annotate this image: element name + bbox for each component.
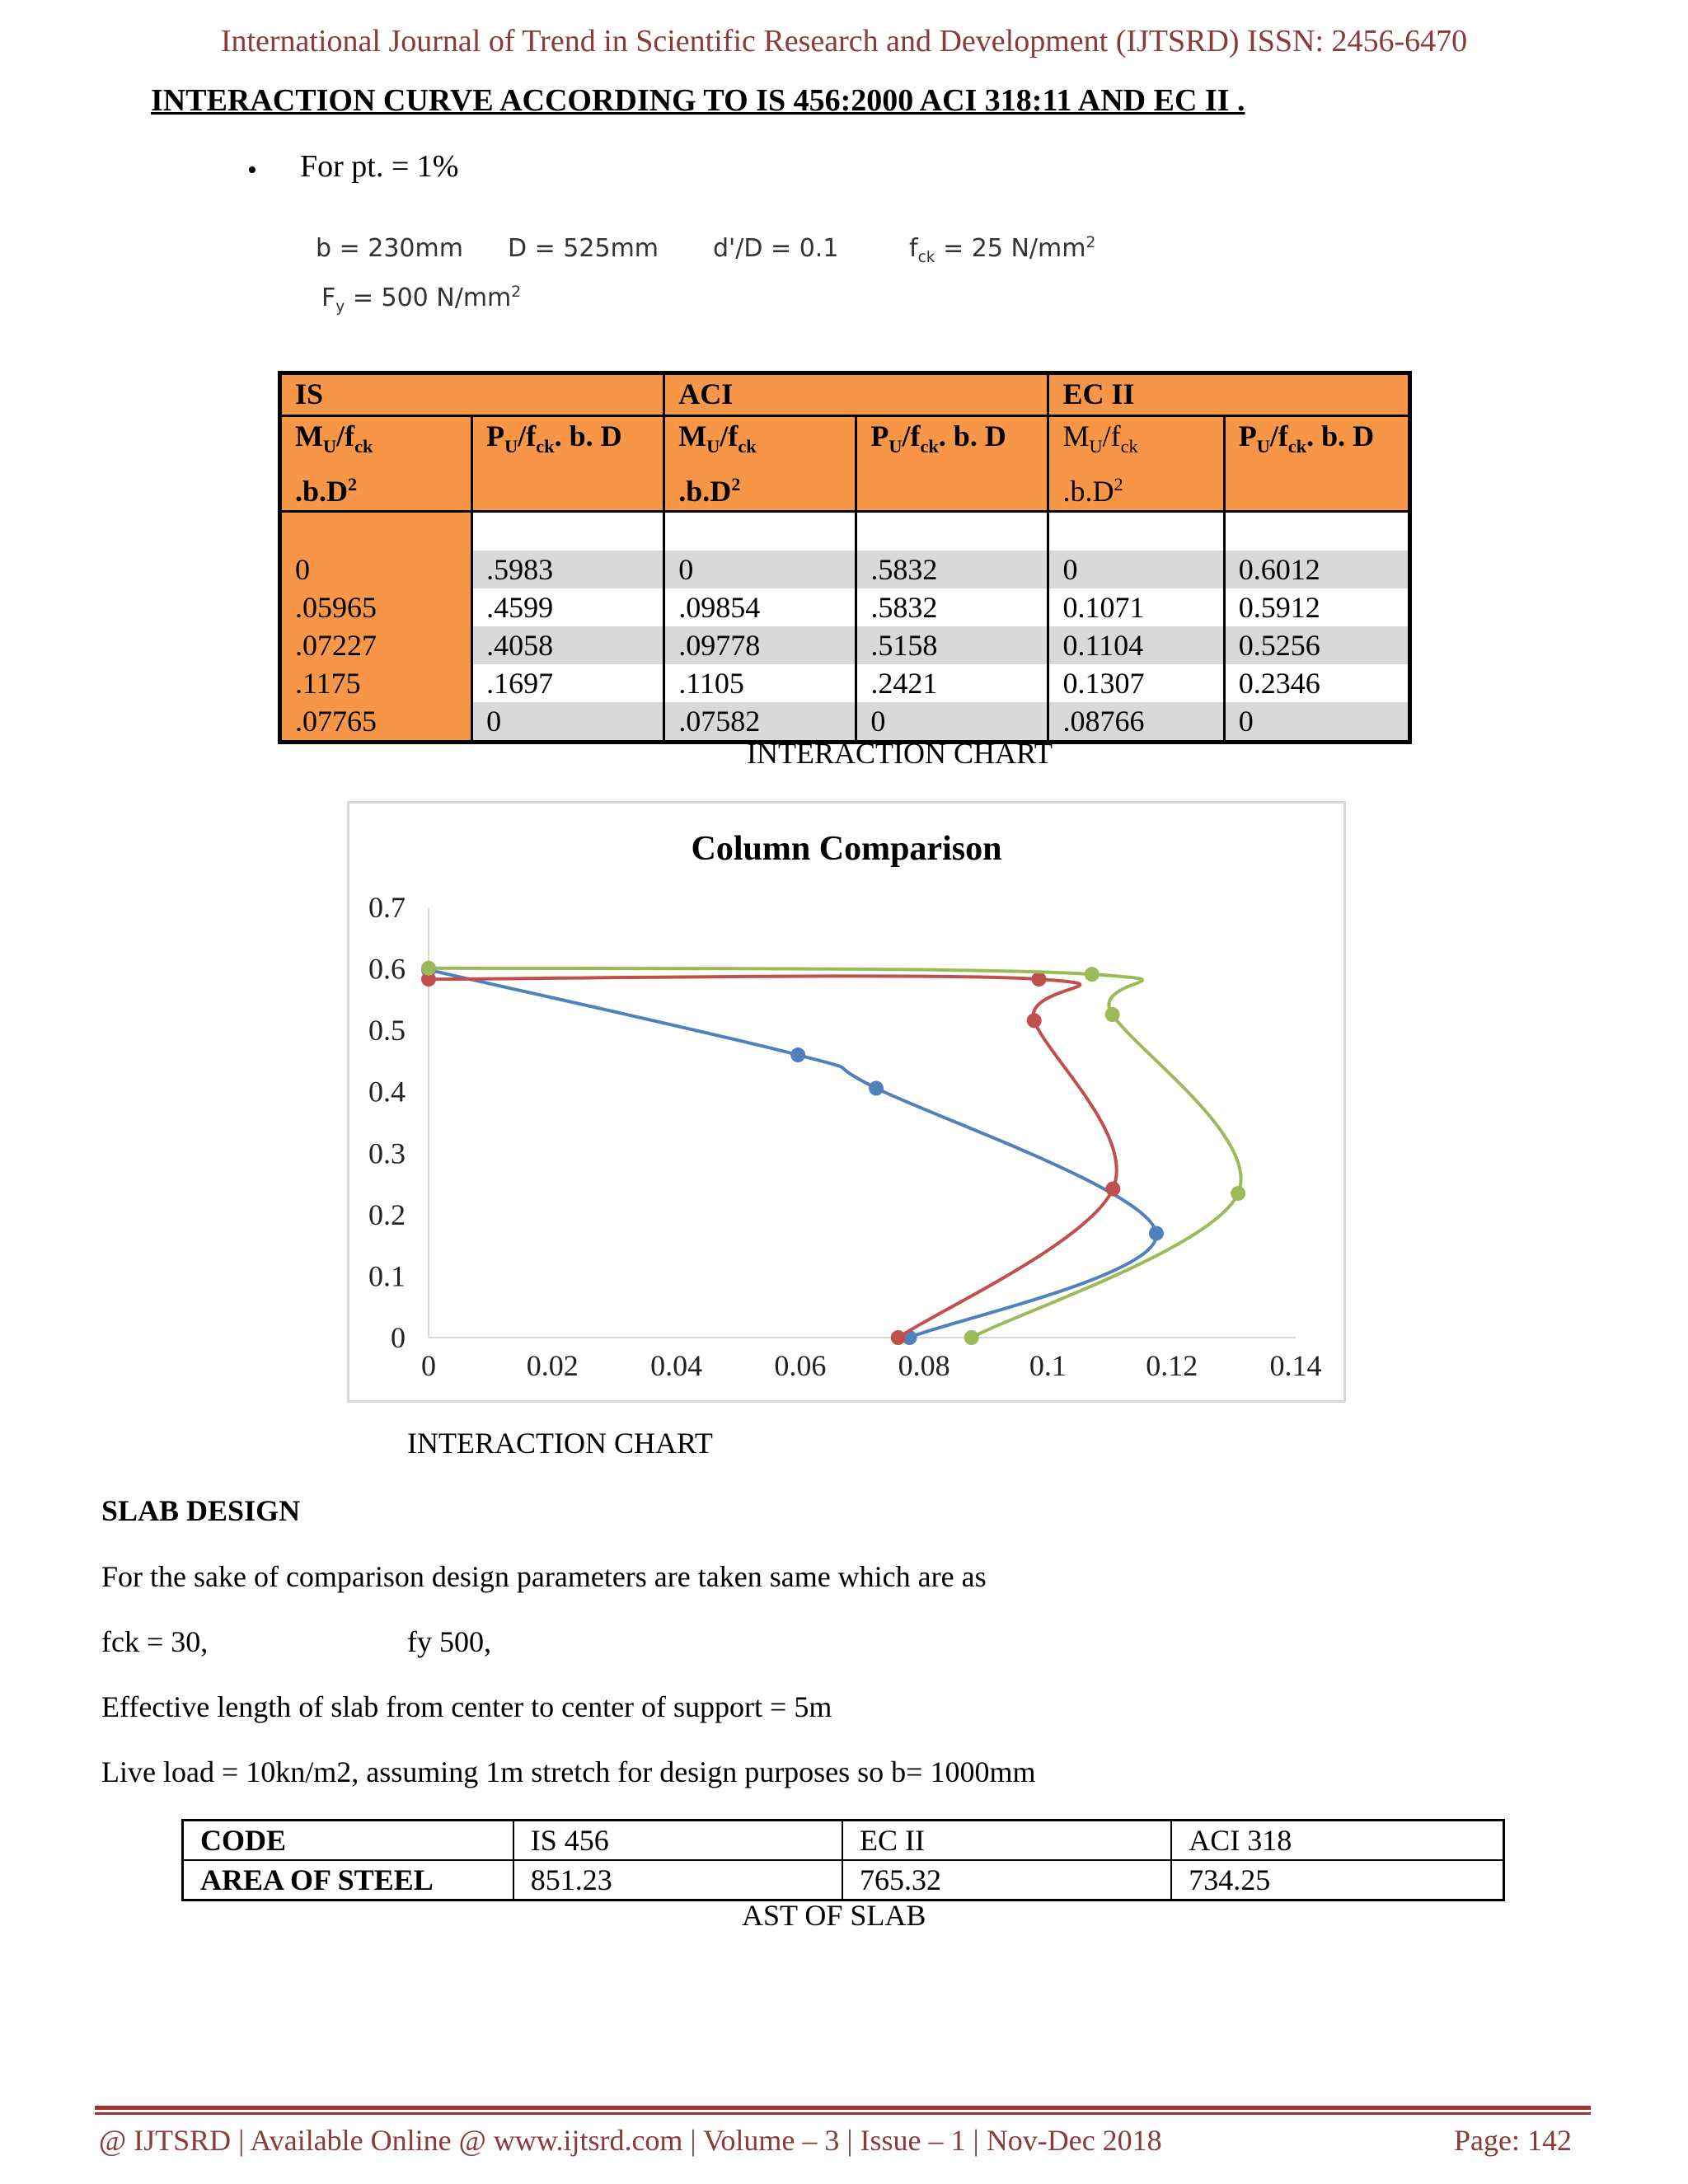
footer-rule — [95, 2112, 1591, 2115]
subhead-mu-ec: $M_U/f_{ck}$ $.b.D^2$ — [1048, 416, 1224, 512]
y-tick-label: 0.6 — [368, 952, 406, 986]
footer-page: Page: 142 — [1454, 2124, 1572, 2157]
chart-caption: INTERACTION CHART — [407, 1427, 713, 1460]
data-point — [1105, 1181, 1120, 1196]
data-point — [421, 961, 436, 976]
data-point — [790, 1047, 805, 1062]
cell: .07227 — [295, 629, 377, 663]
subhead-pu-is: $P_U/f_{ck}$. b. D — [472, 416, 664, 512]
cell: .2421 — [870, 667, 938, 701]
data-point — [1027, 1013, 1042, 1028]
series-line-1 — [429, 976, 1117, 1338]
bullet-dot: • — [247, 155, 257, 185]
slab-para-1: For the sake of comparison design parameters are taken same which are as — [101, 1560, 987, 1593]
col-pu-is — [472, 512, 664, 743]
cell: .07582 — [665, 702, 855, 740]
cell: 734.25 — [1171, 1860, 1503, 1900]
param-D: D = 525mm — [508, 234, 659, 263]
subhead-pu-ec: $P_U/f_{ck}$. b. D — [1224, 416, 1409, 512]
cell: 0 — [665, 551, 855, 588]
data-point — [964, 1330, 979, 1345]
slab-fy: fy 500, — [407, 1625, 491, 1658]
y-tick-label: 0.5 — [368, 1014, 406, 1047]
subhead-pu-aci: $P_U/f_{ck}$. b. D — [856, 416, 1048, 512]
col-mu-is — [280, 512, 472, 743]
y-tick-label: 0.3 — [368, 1137, 406, 1170]
y-tick-label: 0.1 — [368, 1259, 406, 1293]
cell: 0.5912 — [1238, 591, 1320, 625]
y-tick-label: 0.2 — [368, 1197, 406, 1231]
cell: .09778 — [665, 626, 855, 664]
cell: .5832 — [870, 591, 938, 625]
chart-title: Column Comparison — [691, 830, 1002, 868]
slab-para-3: Effective length of slab from center to center of support = 5m — [101, 1690, 832, 1723]
cell: .5983 — [473, 551, 663, 588]
subhead-mu-aci: $M_U/f_{ck}$ $.b.D^2$ — [664, 416, 856, 512]
x-tick-label: 0 — [421, 1349, 436, 1382]
param-fck: $f_{ck} = 25$ $N/mm^2$ — [909, 234, 1096, 266]
cell: 0 — [1226, 702, 1408, 740]
cell: 0 — [857, 702, 1047, 740]
cell: AREA OF STEEL — [183, 1860, 513, 1900]
x-tick-label: 0.12 — [1146, 1349, 1198, 1382]
bullet-text: For pt. = 1% — [300, 149, 459, 184]
cell: .09854 — [678, 591, 761, 625]
series-line-2 — [429, 968, 1241, 1338]
footer-left: @ IJTSRD | Available Online @ www.ijtsrd.com | Volume – 3 | Issue – 1 | Nov-Dec 2018 — [99, 2124, 1162, 2157]
col-pu-ec — [1224, 512, 1409, 743]
param-fy: $F_y = 500$ $N/mm^2$ — [321, 284, 522, 316]
cell: .1105 — [678, 667, 744, 701]
data-point — [891, 1330, 906, 1345]
journal-header: International Journal of Trend in Scientific Research and Development (IJTSRD) ISSN: 2456-6470 — [220, 24, 1468, 59]
data-point — [1149, 1226, 1164, 1240]
data-point — [869, 1080, 884, 1095]
col-mu-ec — [1048, 512, 1224, 743]
interaction-chart — [349, 804, 1343, 1400]
y-tick-label: 0.7 — [368, 891, 406, 924]
slab-para-4: Live load = 10kn/m2, assuming 1m stretch for design purposes so b= 1000mm — [101, 1755, 1036, 1788]
cell: 0 — [1049, 551, 1222, 588]
group-ec: EC II — [1048, 373, 1410, 416]
cell: 0.1307 — [1062, 667, 1145, 701]
table-row — [183, 1821, 1504, 1861]
col-mu-aci — [664, 512, 856, 743]
slab-table — [181, 1819, 1505, 1901]
cell: .05965 — [295, 591, 377, 625]
param-b: b = 230mm — [316, 234, 463, 263]
group-is: IS — [280, 373, 664, 416]
cell: 0.1071 — [1062, 591, 1145, 625]
series-line-0 — [429, 970, 1156, 1338]
y-tick-label: 0.4 — [368, 1075, 406, 1108]
x-tick-label: 0.14 — [1269, 1349, 1322, 1382]
cell: EC II — [842, 1821, 1171, 1861]
cell: IS 456 — [513, 1821, 842, 1861]
data-point — [1105, 1007, 1120, 1022]
cell: 0.1104 — [1049, 626, 1222, 664]
cell: CODE — [183, 1821, 513, 1861]
cell: 851.23 — [513, 1860, 842, 1900]
chart-frame — [347, 801, 1346, 1403]
table-caption: INTERACTION CHART — [747, 737, 1053, 770]
slab-caption: AST OF SLAB — [742, 1899, 926, 1932]
x-tick-label: 0.06 — [774, 1349, 827, 1382]
interaction-table — [278, 371, 1412, 744]
subhead-mu-is: $M_U/f_{ck}$ $.b.D^2$ — [280, 416, 472, 512]
cell: 0 — [473, 702, 663, 740]
x-tick-label: 0.08 — [898, 1349, 950, 1382]
cell: 765.32 — [842, 1860, 1171, 1900]
x-tick-label: 0.1 — [1029, 1349, 1067, 1382]
cell: .4599 — [486, 591, 554, 625]
cell: ACI 318 — [1171, 1821, 1503, 1861]
slab-fck: fck = 30, — [101, 1625, 209, 1658]
col-pu-aci — [856, 512, 1048, 743]
footer-rule — [95, 2106, 1591, 2110]
cell: 0.6012 — [1226, 551, 1408, 588]
section-title: INTERACTION CURVE ACCORDING TO IS 456:2000 ACI 318:11 AND EC II . — [151, 83, 1245, 118]
cell: .1175 — [295, 667, 361, 701]
x-tick-label: 0.02 — [526, 1349, 579, 1382]
slab-heading: SLAB DESIGN — [101, 1494, 301, 1527]
x-tick-label: 0.04 — [650, 1349, 703, 1382]
cell: 0.2346 — [1238, 667, 1320, 701]
y-tick-label: 0 — [391, 1321, 406, 1354]
cell: .08766 — [1049, 702, 1222, 740]
data-point — [1085, 967, 1100, 982]
table-row — [183, 1860, 1504, 1900]
param-dD: d'/D = 0.1 — [713, 234, 839, 263]
data-point — [1031, 972, 1046, 987]
cell: .4058 — [473, 626, 663, 664]
cell: 0.5256 — [1226, 626, 1408, 664]
cell: 0 — [295, 553, 310, 587]
cell: .5158 — [857, 626, 1047, 664]
cell: .5832 — [857, 551, 1047, 588]
group-aci: ACI — [664, 373, 1048, 416]
cell: .07765 — [295, 705, 377, 738]
cell: .1697 — [486, 667, 554, 701]
data-point — [1231, 1186, 1245, 1201]
